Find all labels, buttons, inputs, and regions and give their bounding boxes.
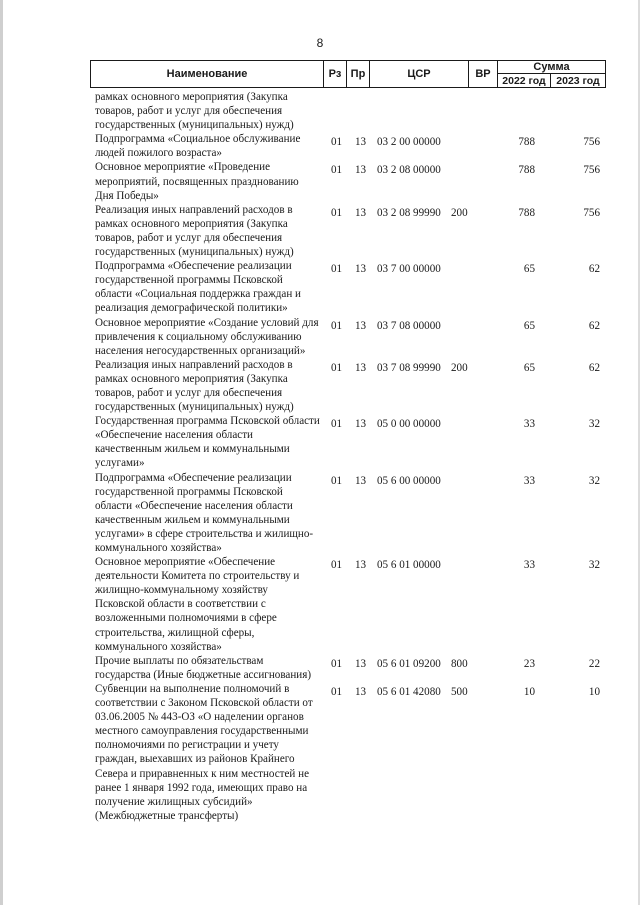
row-csr: 05 0 00 00000: [377, 418, 441, 431]
row-sum-2023: 62: [588, 361, 600, 374]
row-pr: 13: [355, 657, 367, 670]
row-name: рамках основного мероприятия (Закупка товаров, работ и услуг для обеспечения государственных (муниципальных) нужд): [95, 91, 294, 132]
row-csr: 03 2 00 00000: [377, 136, 441, 149]
row-name: Прочие выплаты по обязательствам государства (Иные бюджетные ассигнования): [95, 654, 312, 681]
row-pr: 13: [355, 474, 367, 487]
table-row: [95, 414, 615, 470]
row-pr: 13: [355, 361, 367, 374]
row-sum-2023: 32: [588, 418, 600, 431]
header-year-2023: 2023 год: [556, 74, 600, 87]
row-pr: 13: [355, 164, 367, 177]
row-csr: 03 7 08 00000: [377, 319, 441, 332]
row-pr: 13: [355, 263, 367, 276]
row-vr: 500: [451, 685, 468, 698]
row-csr: 05 6 01 00000: [377, 559, 441, 572]
row-rz: 01: [331, 685, 343, 698]
row-rz: 01: [331, 263, 343, 276]
row-name: Подпрограмма «Социальное обслуживание людей пожилого возраста»: [95, 133, 301, 160]
row-sum-2023: 756: [583, 206, 600, 219]
row-name: Основное мероприятие «Проведение мероприятий, посвященных празднованию Дня Победы»: [95, 161, 299, 202]
table-row: [95, 555, 615, 654]
row-rz: 01: [331, 474, 343, 487]
row-sum-2023: 32: [588, 474, 600, 487]
page-number: 8: [316, 36, 324, 50]
scan-edge-left: [0, 0, 3, 905]
row-sum-2022: 65: [523, 319, 535, 332]
row-csr: 05 6 01 09200: [377, 657, 441, 670]
row-sum-2022: 788: [518, 164, 535, 177]
row-rz: 01: [331, 361, 343, 374]
row-vr: 800: [451, 657, 468, 670]
row-sum-2023: 32: [588, 559, 600, 572]
row-sum-2022: 788: [518, 206, 535, 219]
row-sum-2022: 788: [518, 136, 535, 149]
row-sum-2022: 33: [523, 559, 535, 572]
row-rz: 01: [331, 418, 343, 431]
header-vr: ВР: [469, 61, 498, 87]
row-name: Государственная программа Псковской области «Обеспечение населения области качественным жильем и коммунальными услугами»: [95, 415, 320, 470]
row-rz: 01: [331, 206, 343, 219]
header-year-2022: 2022 год: [498, 74, 551, 87]
row-name: Подпрограмма «Обеспечение реализации государственной программы Псковской области «Обеспечение населения области качественным жильем и коммунальными услугами» в сфере строительства и жилищно-коммунального хозяйства»: [95, 471, 314, 554]
row-name: Реализация иных направлений расходов в рамках основного мероприятия (Закупка товаров, работ и услуг для обеспечения государственных (муниципальных) нужд): [95, 358, 294, 414]
row-name: Реализация иных направлений расходов в рамках основного мероприятия (Закупка товаров, работ и услуг для обеспечения государственных (муниципальных) нужд): [95, 203, 294, 259]
row-rz: 01: [331, 559, 343, 572]
header-rz: Рз: [324, 61, 347, 87]
table-row: [95, 259, 615, 315]
row-pr: 13: [355, 685, 367, 698]
row-csr: 05 6 01 42080: [377, 685, 441, 698]
row-pr: 13: [355, 559, 367, 572]
header-sum-group: [498, 61, 605, 87]
row-vr: 200: [451, 361, 468, 374]
table-row: [95, 132, 615, 160]
table-row: [95, 160, 615, 202]
row-sum-2022: 65: [523, 263, 535, 276]
row-pr: 13: [355, 319, 367, 332]
row-sum-2022: 33: [523, 474, 535, 487]
row-sum-2023: 10: [588, 685, 600, 698]
row-sum-2023: 756: [583, 164, 600, 177]
table-row: [95, 316, 615, 358]
row-rz: 01: [331, 136, 343, 149]
row-pr: 13: [355, 418, 367, 431]
table-body: [95, 90, 615, 823]
table-row: [95, 203, 615, 259]
row-csr: 03 2 08 99990: [377, 206, 441, 219]
row-csr: 05 6 00 00000: [377, 474, 441, 487]
row-sum-2023: 22: [588, 657, 600, 670]
header-pr: Пр: [347, 61, 370, 87]
row-csr: 03 7 00 00000: [377, 263, 441, 276]
header-name: Наименование: [91, 61, 324, 87]
row-rz: 01: [331, 319, 343, 332]
header-sum: Сумма: [498, 61, 605, 74]
row-name: Субвенции на выполнение полномочий в соответствии с Законом Псковской области от 03.06.2005 № 443-ОЗ «О наделении органов местного самоуправления государственными полномочиями по регистрации и учету граждан, выехавших из районов Крайнего Севера и приравненных к ним местностей не ранее 1 января 1992 года, имеющих право на получение жилищных субсидий» (Межбюджетные трансферты): [95, 682, 313, 822]
row-sum-2022: 33: [523, 418, 535, 431]
row-name: Подпрограмма «Обеспечение реализации государственной программы Псковской области «Социальная поддержка граждан и реализация демографической политики»: [95, 260, 301, 315]
row-name: Основное мероприятие «Создание условий для привлечения к социальному обслуживанию населения негосударственных организаций»: [95, 316, 319, 357]
row-name: Основное мероприятие «Обеспечение деятельности Комитета по строительству и жилищно-коммунальному хозяйству Псковской области в соответствии с возложенными полномочиями в сфере строительства, жилищной сферы, коммунального хозяйства»: [95, 556, 300, 653]
row-rz: 01: [331, 657, 343, 670]
row-sum-2023: 756: [583, 136, 600, 149]
row-sum-2022: 23: [523, 657, 535, 670]
row-rz: 01: [331, 164, 343, 177]
row-sum-2022: 10: [523, 685, 535, 698]
row-sum-2022: 65: [523, 361, 535, 374]
row-sum-2023: 62: [588, 263, 600, 276]
table-row: [95, 471, 615, 556]
table-row: [95, 654, 615, 682]
row-sum-2023: 62: [588, 319, 600, 332]
row-vr: 200: [451, 206, 468, 219]
table-header: [90, 60, 606, 88]
table-row: [95, 358, 615, 414]
table-row: [95, 90, 615, 132]
row-csr: 03 2 08 00000: [377, 164, 441, 177]
row-pr: 13: [355, 206, 367, 219]
table-row: [95, 682, 615, 823]
row-csr: 03 7 08 99990: [377, 361, 441, 374]
row-pr: 13: [355, 136, 367, 149]
header-csr: ЦСР: [370, 61, 469, 87]
